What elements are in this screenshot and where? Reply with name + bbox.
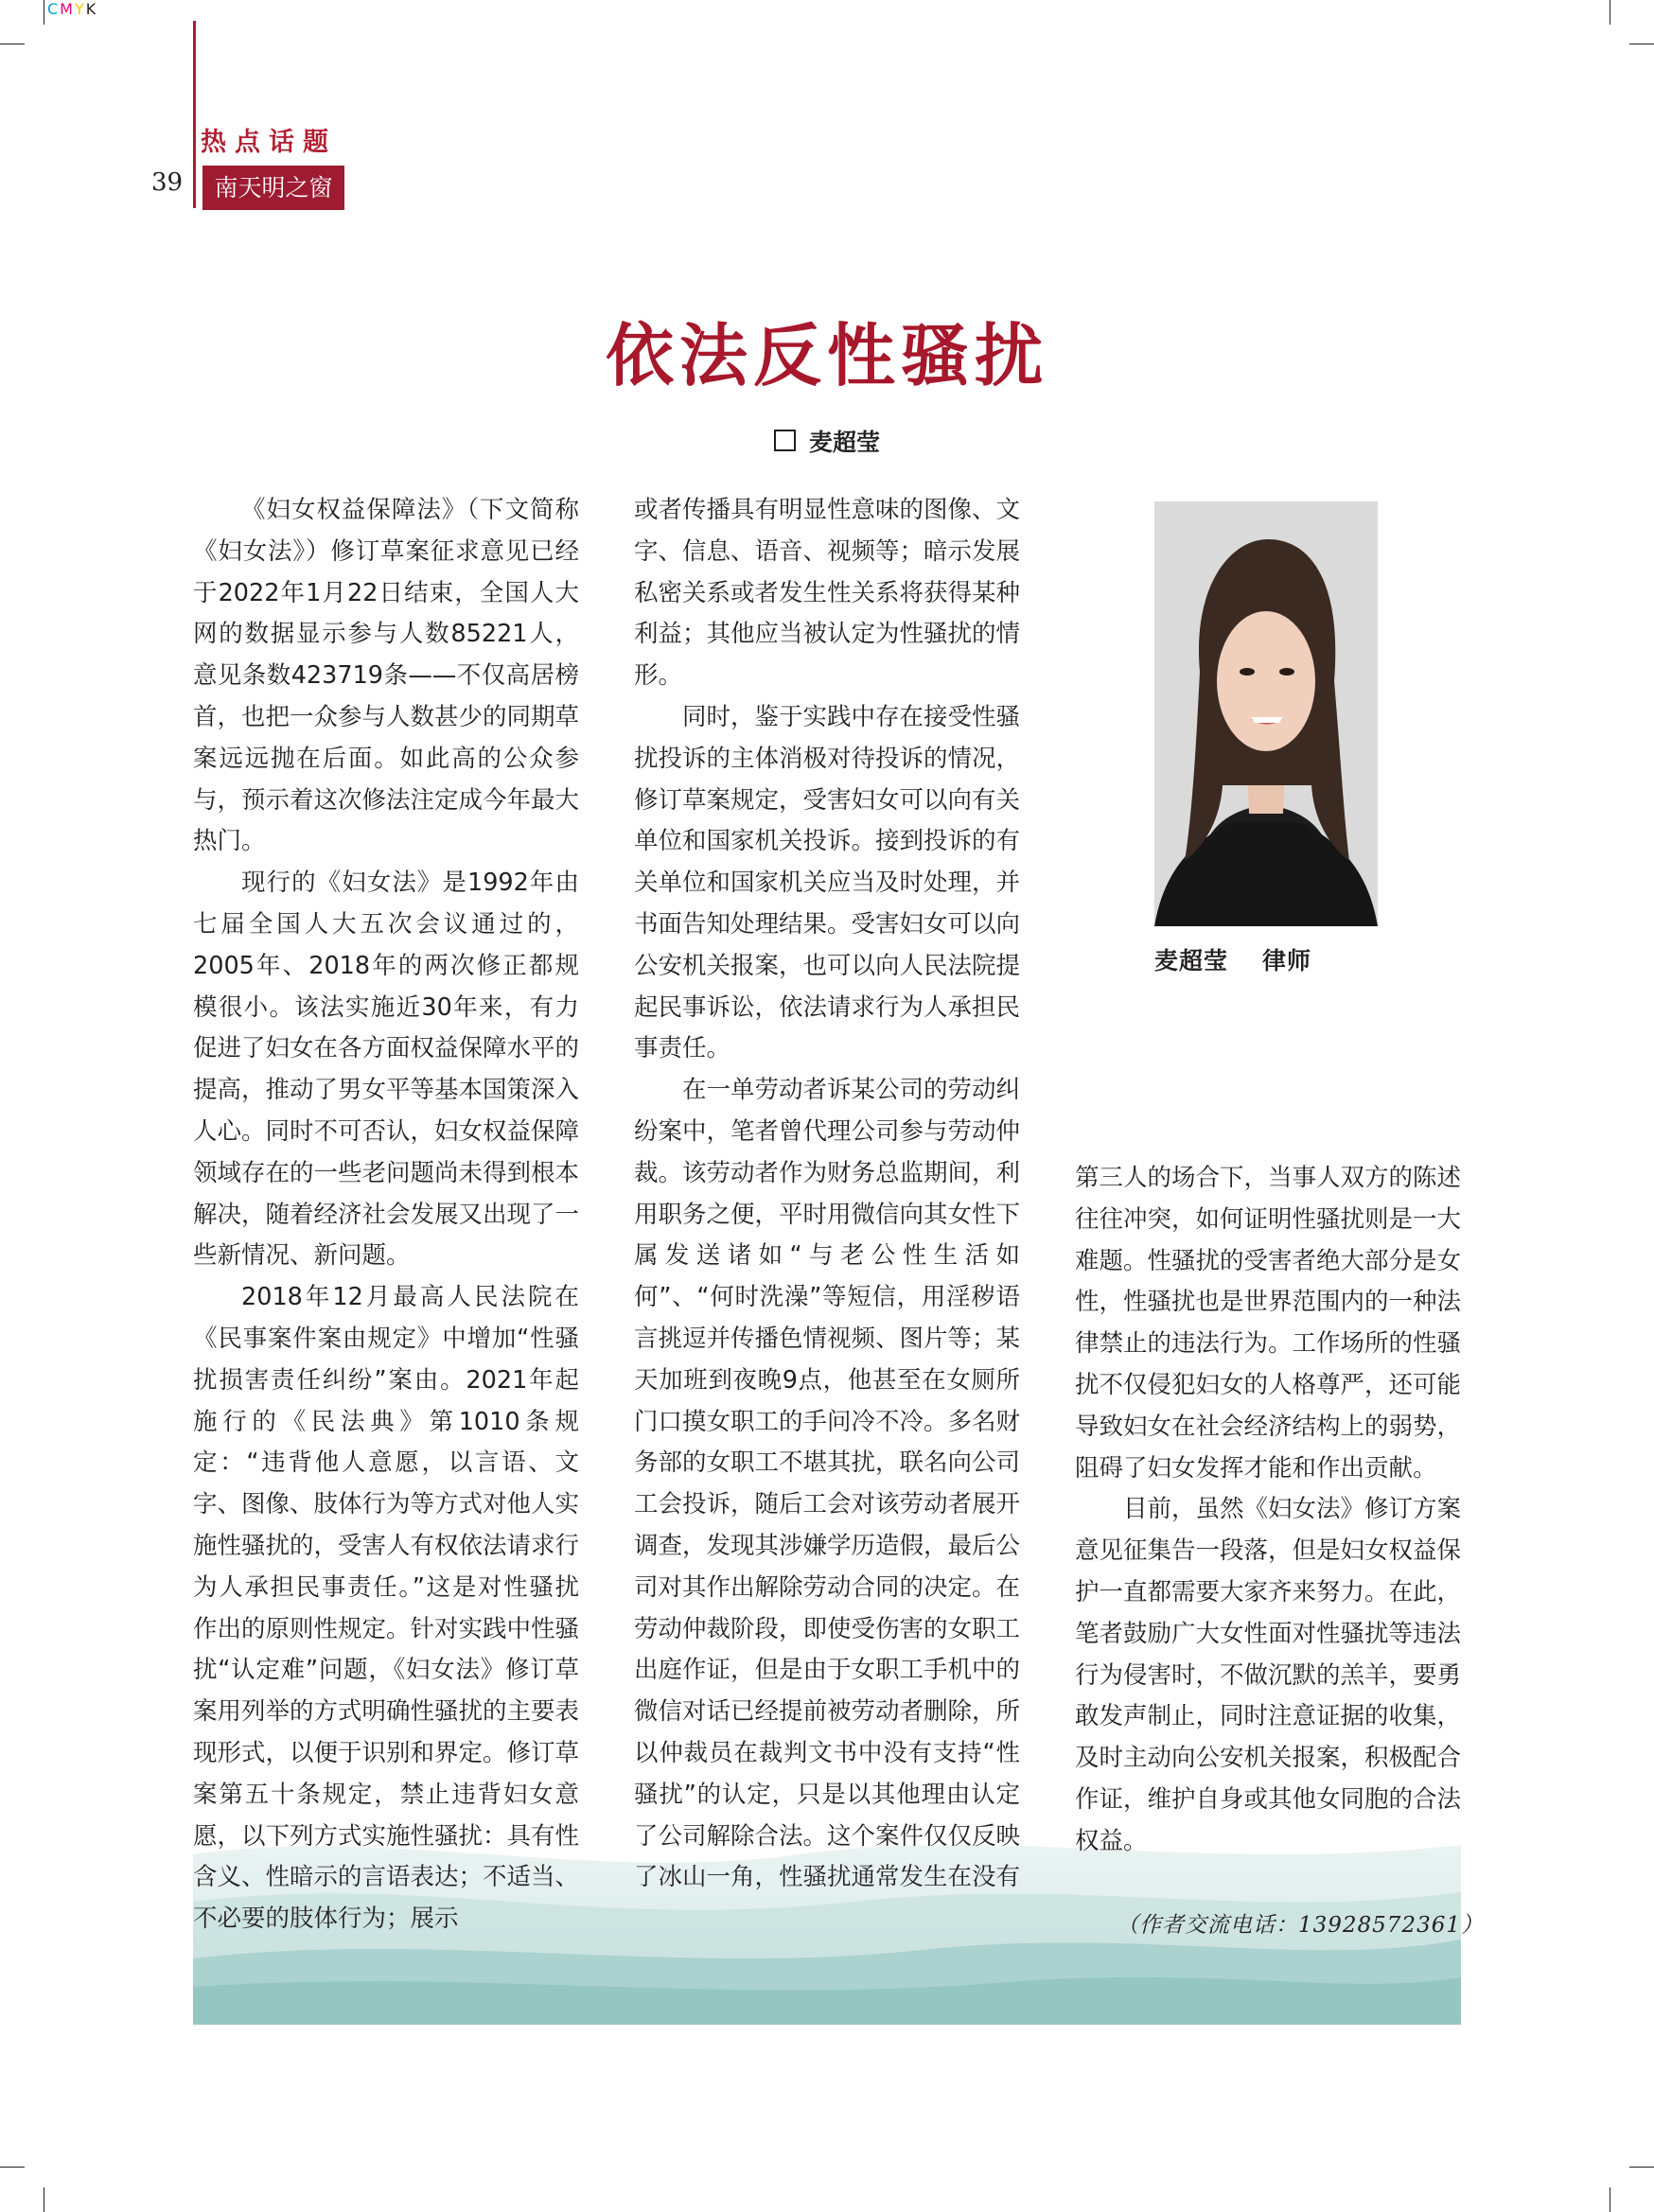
photo-caption [1154, 942, 1311, 976]
page-number: 39 [151, 168, 184, 197]
caption-name: 麦超莹 [1154, 947, 1229, 974]
text-column-2 [634, 490, 1020, 1899]
paragraph: 现行的《妇女法》是1992年由七届全国人大五次会议通过的，2005年、2018年的两次修正都规模很小。该法实施近30年来，有力促进了妇女在各方面权益保障水平的提高，推动了男女平等基本国策深入人心。同时不可否认，妇女权益保障领域存在的一些老问题尚未得到根本解决，随着经济社会发展又出现了一些新情况、新问题。 [193, 869, 580, 1271]
paragraph: 目前，虽然《妇女法》修订方案意见征集告一段落，但是妇女权益保护一直都需要大家齐来努力。在此，笔者鼓励广大女性面对性骚扰等违法行为侵害时，不做沉默的羔羊，要勇敢发声制止，同时注意证据的收集，及时主动向公安机关报案，积极配合作证，维护自身或其他女同胞的合法权益。 [1075, 1495, 1462, 1855]
paragraph: 《妇女权益保障法》（下文简称《妇女法》）修订草案征求意见已经于2022年1月22日结束，全国人大网的数据显示参与人数85221人，意见条数423719条——不仅高居榜首，也把一众参与人数甚少的同期草案远远抛在后面。如此高的公众参与，预示着这次修法注定成今年最大热门。 [193, 496, 580, 856]
author-name: 麦超莹 [808, 429, 880, 456]
text-column-1 [193, 490, 579, 1940]
paragraph-continued: 或者传播具有明显性意味的图像、文字、信息、语音、视频等；暗示发展私密关系或者发生性关系将获得某种利益；其他应当被认定为性骚扰的情形。 [634, 496, 1021, 691]
paragraph: 在一单劳动者诉某公司的劳动纠纷案中，笔者曾代理公司参与劳动仲裁。该劳动者作为财务总监期间，利用职务之便，平时用微信向其女性下属发送诸如“与老公性生活如何”、“何时洗澡”等短信，用淫秽语言挑逗并传播色情视频、图片等；某天加班到夜晚9点，他甚至在女厕所门口摸女职工的手问冷不冷。多名财务部的女职工不堪其扰，联名向公司工会投诉，随后工会对该劳动者展开调查，发现其涉嫌学历造假，最后公司对其作出解除劳动合同的决定。在劳动仲裁阶段，即使受伤害的女职工出庭作证，但是由于女职工手机中的微信对话已经提前被劳动者删除，所以仲裁员在裁判文书中没有支持“性骚扰”的认定，只是以其他理由认定了公司解除合法。这个案件仅仅反映了冰山一角，性骚扰通常发生在没有 [634, 1076, 1021, 1892]
section-title: 热点话题 [201, 128, 337, 157]
paragraph-continued: 第三人的场合下，当事人双方的陈述往往冲突，如何证明性骚扰则是一大难题。性骚扰的受害者绝大部分是女性，性骚扰也是世界范围内的一种法律禁止的违法行为。工作场所的性骚扰不仅侵犯妇女的人格尊严，还可能导致妇女在社会经济结构上的弱势，阻碍了妇女发挥才能和作出贡献。 [1075, 1164, 1462, 1483]
square-bullet-icon [774, 430, 796, 451]
paragraph: 2018年12月最高人民法院在《民事案件案由规定》中增加“性骚扰损害责任纠纷”案由。2021年起施行的《民法典》第1010条规定：“违背他人意愿，以言语、文字、图像、肢体行为等方式对他人实施性骚扰的，受害人有权依法请求行为人承担民事责任。”这是对性骚扰作出的原则性规定。针对实践中性骚扰“认定难”问题，《妇女法》修订草案用列举的方式明确性骚扰的主要表现形式，以便于识别和界定。修订草案第五十条规定，禁止违背妇女意愿，以下列方式实施性骚扰：具有性含义、性暗示的言语表达；不适当、不必要的肢体行为；展示 [193, 1283, 580, 1934]
column-name-badge: 南天明之窗 [202, 166, 344, 210]
crop-mark [1629, 2167, 1654, 2168]
portrait-image [1154, 501, 1378, 926]
article-title: 依法反性骚扰 [605, 316, 1048, 395]
paragraph: 同时，鉴于实践中存在接受性骚扰投诉的主体消极对待投诉的情况，修订草案规定，受害妇女可以向有关单位和国家机关投诉。接到投诉的有关单位和国家机关应当及时处理，并书面告知处理结果。受害妇女可以向公安机关报案，也可以向人民法院提起民事诉讼，依法请求行为人承担民事责任。 [634, 702, 1021, 1063]
author-contact: （作者交流电话：13928572361） [1117, 1913, 1484, 1938]
crop-mark [0, 2167, 25, 2168]
text-column-3 [1075, 1158, 1461, 1863]
cmyk-color-bar: CMYK [47, 0, 98, 18]
author-photo [1154, 501, 1378, 926]
header-rule [193, 21, 196, 208]
caption-role: 律师 [1262, 947, 1312, 974]
byline [0, 424, 1654, 458]
